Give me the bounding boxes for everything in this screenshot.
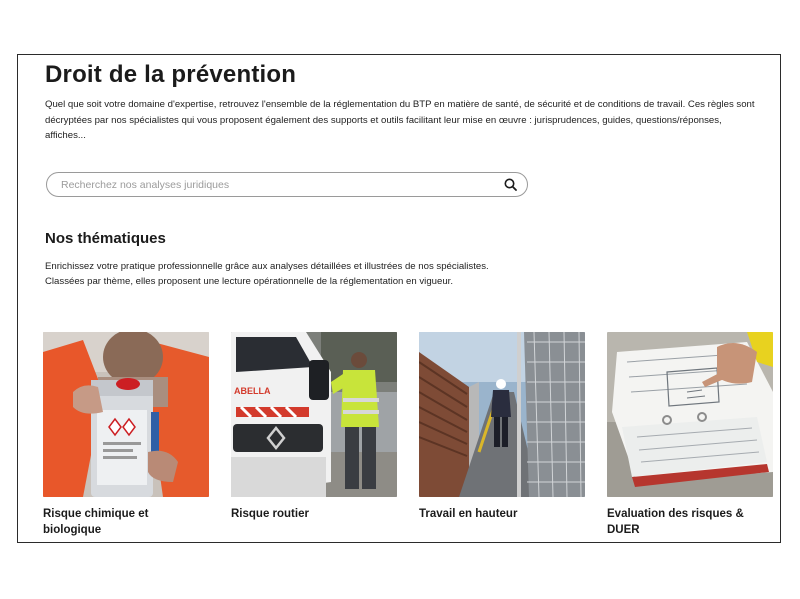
theme-card-chemical[interactable]: [43, 332, 209, 538]
themes-title: Nos thématiques: [45, 230, 166, 247]
van-text: ABELLA: [234, 386, 271, 396]
page-title: Droit de la prévention: [45, 61, 297, 88]
binder-documents-photo: [607, 332, 773, 497]
themes-description: Enrichissez votre pratique professionnelle grâce aux analyses détaillées et illustrées de nos spécialistes. Classées par thème, elles proposent une lecture opérationnelle de la réglementation en vigueur.: [45, 261, 489, 287]
theme-card-label: Risque routier: [231, 508, 309, 520]
scaffolding-worker-photo: [419, 332, 585, 497]
search-bar[interactable]: [46, 172, 528, 197]
theme-card-label: Evaluation des risques & DUER: [607, 508, 744, 536]
theme-card-label: Travail en hauteur: [419, 508, 518, 520]
theme-card-label: Risque chimique et biologique: [43, 508, 149, 536]
theme-card-height[interactable]: [419, 332, 585, 538]
chemical-container-photo: [43, 332, 209, 497]
search-input[interactable]: [61, 179, 503, 191]
theme-card-road[interactable]: [231, 332, 397, 538]
van-and-worker-photo: [231, 332, 397, 497]
search-icon[interactable]: [503, 178, 517, 192]
page-intro: Quel que soit votre domaine d'expertise, retrouvez l'ensemble de la réglementation du BTP en matière de santé, de sécurité et de conditions de travail. Ces règles sont décryptées par nos spécialistes qui vous proposent également des supports et outils facilitant leur mise en œuvre : jurisprudences, guides, questions/réponses, affiches...: [45, 99, 755, 141]
theme-cards: [43, 332, 773, 538]
theme-card-evaluation[interactable]: [607, 332, 773, 538]
content-frame: [17, 54, 781, 543]
